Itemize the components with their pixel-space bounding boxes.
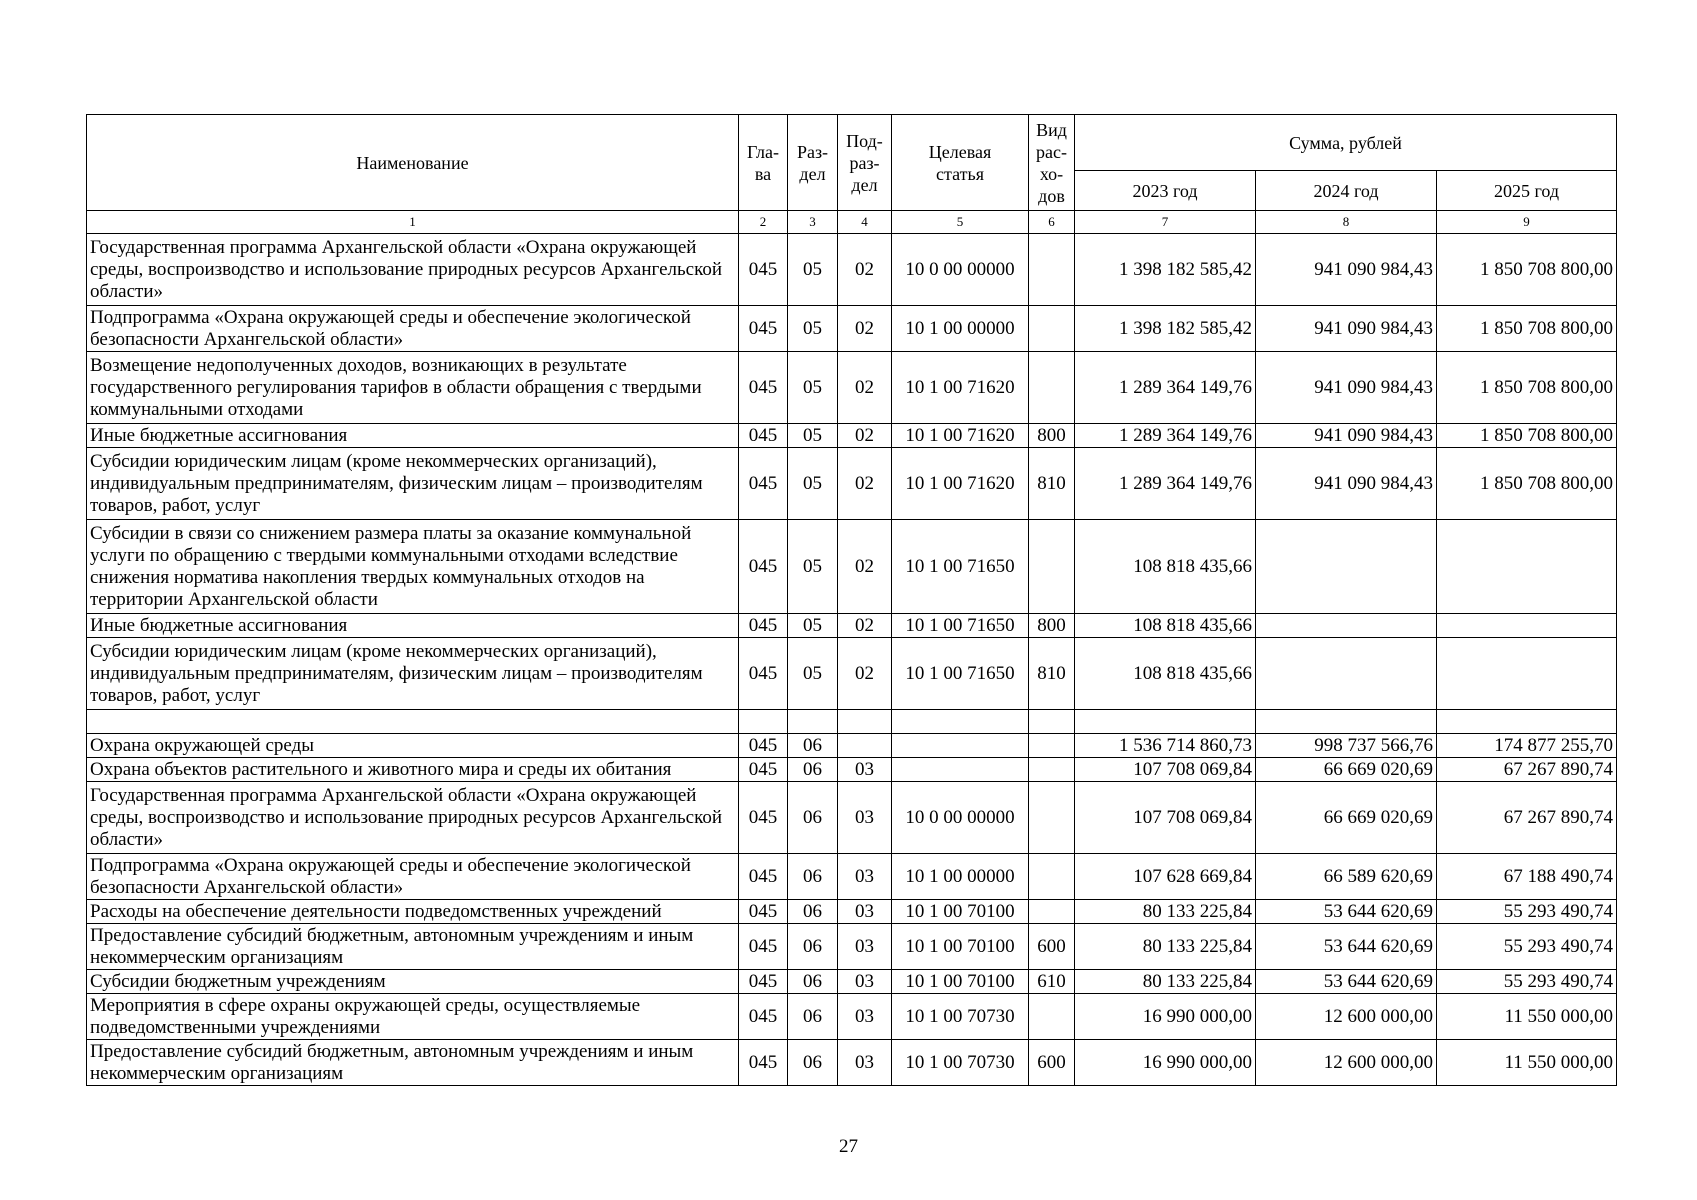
row-podrazdel: 02 (838, 352, 892, 424)
column-number: 8 (1256, 211, 1437, 234)
row-amount-2024: 53 644 620,69 (1256, 900, 1437, 924)
row-celevaya (892, 734, 1029, 758)
row-amount-2024: 53 644 620,69 (1256, 970, 1437, 994)
column-number-row (87, 211, 1617, 234)
header-vid (1029, 115, 1075, 211)
row-amount-2024 (1256, 638, 1437, 710)
row-podrazdel: 03 (838, 900, 892, 924)
row-vid (1029, 854, 1075, 900)
row-amount-2023: 108 818 435,66 (1075, 614, 1256, 638)
row-name: Субсидии юридическим лицам (кроме некоммерческих организаций), индивидуальным предпринимателям, физическим лицам – производителям товаров, работ, услуг (87, 448, 739, 520)
row-podrazdel: 03 (838, 758, 892, 782)
row-vid: 800 (1029, 424, 1075, 448)
row-amount-2024: 941 090 984,43 (1256, 352, 1437, 424)
row-glava: 045 (739, 306, 788, 352)
row-name: Охрана объектов растительного и животного мира и среды их обитания (87, 758, 739, 782)
table-row (87, 854, 1617, 900)
row-amount-2025: 11 550 000,00 (1437, 1040, 1617, 1086)
row-glava: 045 (739, 1040, 788, 1086)
row-celevaya: 10 1 00 71620 (892, 352, 1029, 424)
table-row (87, 970, 1617, 994)
row-vid (1029, 306, 1075, 352)
row-podrazdel: 02 (838, 520, 892, 614)
row-name: Охрана окружающей среды (87, 734, 739, 758)
row-amount-2025: 67 267 890,74 (1437, 782, 1617, 854)
row-amount-2023: 1 398 182 585,42 (1075, 306, 1256, 352)
row-amount-2023 (1075, 710, 1256, 734)
row-podrazdel: 03 (838, 924, 892, 970)
row-amount-2024: 941 090 984,43 (1256, 234, 1437, 306)
row-amount-2025: 1 850 708 800,00 (1437, 234, 1617, 306)
row-amount-2023: 1 536 714 860,73 (1075, 734, 1256, 758)
row-amount-2025: 55 293 490,74 (1437, 924, 1617, 970)
row-razdel: 06 (788, 924, 838, 970)
row-podrazdel: 02 (838, 234, 892, 306)
column-number: 4 (838, 211, 892, 234)
row-glava: 045 (739, 782, 788, 854)
row-amount-2024 (1256, 710, 1437, 734)
table-body (87, 234, 1617, 1086)
row-amount-2025 (1437, 638, 1617, 710)
row-celevaya: 10 1 00 71650 (892, 638, 1029, 710)
row-razdel: 05 (788, 306, 838, 352)
row-amount-2023: 107 628 669,84 (1075, 854, 1256, 900)
row-razdel: 05 (788, 638, 838, 710)
row-amount-2025: 67 267 890,74 (1437, 758, 1617, 782)
table-row (87, 924, 1617, 970)
row-name: Предоставление субсидий бюджетным, автономным учреждениям и иным некоммерческим организациям (87, 924, 739, 970)
row-amount-2024: 12 600 000,00 (1256, 994, 1437, 1040)
page-number: 27 (839, 1136, 858, 1157)
header-glava (739, 115, 788, 211)
table-row (87, 638, 1617, 710)
row-glava: 045 (739, 854, 788, 900)
row-vid: 600 (1029, 1040, 1075, 1086)
table-row (87, 1040, 1617, 1086)
row-glava: 045 (739, 614, 788, 638)
row-celevaya: 10 1 00 00000 (892, 854, 1029, 900)
row-amount-2024: 12 600 000,00 (1256, 1040, 1437, 1086)
row-amount-2024: 66 669 020,69 (1256, 758, 1437, 782)
row-podrazdel: 02 (838, 614, 892, 638)
row-name: Государственная программа Архангельской области «Охрана окружающей среды, воспроизводство и использование природных ресурсов Архангельской области» (87, 234, 739, 306)
row-amount-2023: 1 289 364 149,76 (1075, 448, 1256, 520)
column-number: 6 (1029, 211, 1075, 234)
header-year-2023: 2023 год (1075, 171, 1256, 211)
row-celevaya: 10 1 00 70100 (892, 900, 1029, 924)
row-vid (1029, 758, 1075, 782)
header-podrazdel-text: Под- раз- дел (846, 130, 883, 195)
row-amount-2023: 80 133 225,84 (1075, 924, 1256, 970)
row-vid (1029, 710, 1075, 734)
row-podrazdel: 03 (838, 854, 892, 900)
row-name: Расходы на обеспечение деятельности подведомственных учреждений (87, 900, 739, 924)
row-glava: 045 (739, 520, 788, 614)
row-amount-2023: 16 990 000,00 (1075, 994, 1256, 1040)
row-celevaya: 10 0 00 00000 (892, 234, 1029, 306)
row-amount-2024: 66 669 020,69 (1256, 782, 1437, 854)
row-celevaya: 10 0 00 00000 (892, 782, 1029, 854)
header-summa: Сумма, рублей (1075, 115, 1617, 171)
row-podrazdel: 03 (838, 970, 892, 994)
table-row (87, 734, 1617, 758)
row-razdel: 06 (788, 854, 838, 900)
row-razdel: 05 (788, 352, 838, 424)
row-name: Подпрограмма «Охрана окружающей среды и обеспечение экологической безопасности Архангельской области» (87, 306, 739, 352)
row-glava: 045 (739, 424, 788, 448)
row-vid (1029, 782, 1075, 854)
table-row (87, 614, 1617, 638)
row-amount-2025 (1437, 710, 1617, 734)
row-amount-2025: 174 877 255,70 (1437, 734, 1617, 758)
table-row (87, 782, 1617, 854)
row-celevaya: 10 1 00 70730 (892, 994, 1029, 1040)
row-name: Иные бюджетные ассигнования (87, 424, 739, 448)
row-podrazdel (838, 710, 892, 734)
column-number: 1 (87, 211, 739, 234)
column-number: 7 (1075, 211, 1256, 234)
header-podrazdel (838, 115, 892, 211)
row-amount-2024: 941 090 984,43 (1256, 424, 1437, 448)
row-razdel: 06 (788, 900, 838, 924)
row-name: Субсидии юридическим лицам (кроме некоммерческих организаций), индивидуальным предпринимателям, физическим лицам – производителям товаров, работ, услуг (87, 638, 739, 710)
column-number: 3 (788, 211, 838, 234)
row-glava: 045 (739, 352, 788, 424)
row-razdel: 06 (788, 758, 838, 782)
row-razdel: 06 (788, 1040, 838, 1086)
table-row (87, 234, 1617, 306)
row-razdel: 06 (788, 970, 838, 994)
row-amount-2023: 107 708 069,84 (1075, 782, 1256, 854)
row-amount-2025: 67 188 490,74 (1437, 854, 1617, 900)
row-razdel (788, 710, 838, 734)
row-razdel: 05 (788, 520, 838, 614)
row-glava: 045 (739, 734, 788, 758)
row-celevaya: 10 1 00 70100 (892, 924, 1029, 970)
budget-table (86, 114, 1617, 1086)
row-vid (1029, 734, 1075, 758)
table-row (87, 306, 1617, 352)
row-amount-2023: 80 133 225,84 (1075, 970, 1256, 994)
row-podrazdel: 03 (838, 1040, 892, 1086)
row-amount-2025 (1437, 520, 1617, 614)
row-vid (1029, 994, 1075, 1040)
row-amount-2023: 108 818 435,66 (1075, 520, 1256, 614)
row-amount-2023: 107 708 069,84 (1075, 758, 1256, 782)
column-number: 5 (892, 211, 1029, 234)
row-podrazdel: 02 (838, 424, 892, 448)
row-glava: 045 (739, 900, 788, 924)
table-row (87, 758, 1617, 782)
row-name (87, 710, 739, 734)
row-glava: 045 (739, 448, 788, 520)
row-celevaya: 10 1 00 71620 (892, 448, 1029, 520)
row-vid (1029, 520, 1075, 614)
column-number: 2 (739, 211, 788, 234)
row-celevaya: 10 1 00 70730 (892, 1040, 1029, 1086)
row-razdel: 06 (788, 782, 838, 854)
row-glava: 045 (739, 638, 788, 710)
row-vid: 610 (1029, 970, 1075, 994)
row-podrazdel: 02 (838, 306, 892, 352)
header-vid-text: Вид рас- хо- дов (1036, 119, 1067, 206)
row-name: Государственная программа Архангельской области «Охрана окружающей среды, воспроизводство и использование природных ресурсов Архангельской области» (87, 782, 739, 854)
table-row (87, 352, 1617, 424)
row-amount-2025: 1 850 708 800,00 (1437, 448, 1617, 520)
row-amount-2023: 1 289 364 149,76 (1075, 352, 1256, 424)
row-amount-2023: 16 990 000,00 (1075, 1040, 1256, 1086)
header-glava-text: Гла- ва (746, 141, 780, 184)
row-name: Подпрограмма «Охрана окружающей среды и обеспечение экологической безопасности Архангельской области» (87, 854, 739, 900)
row-amount-2025: 55 293 490,74 (1437, 970, 1617, 994)
header-celevaya (892, 115, 1029, 211)
row-name: Субсидии в связи со снижением размера платы за оказание коммунальной услуги по обращению с твердыми коммунальными отходами вследствие снижения норматива накопления твердых коммунальных отходов на территории Архангельской области (87, 520, 739, 614)
header-year-2025: 2025 год (1437, 171, 1617, 211)
row-name: Предоставление субсидий бюджетным, автономным учреждениям и иным некоммерческим организациям (87, 1040, 739, 1086)
row-glava (739, 710, 788, 734)
row-razdel: 06 (788, 734, 838, 758)
row-amount-2025: 1 850 708 800,00 (1437, 306, 1617, 352)
header-name: Наименование (87, 115, 739, 211)
header-razdel-text: Раз- дел (796, 141, 829, 184)
row-name: Субсидии бюджетным учреждениям (87, 970, 739, 994)
row-glava: 045 (739, 970, 788, 994)
row-razdel: 06 (788, 994, 838, 1040)
row-celevaya: 10 1 00 71650 (892, 520, 1029, 614)
row-celevaya (892, 710, 1029, 734)
row-celevaya: 10 1 00 00000 (892, 306, 1029, 352)
row-amount-2023: 1 289 364 149,76 (1075, 424, 1256, 448)
header-razdel (788, 115, 838, 211)
row-vid: 600 (1029, 924, 1075, 970)
row-vid (1029, 352, 1075, 424)
table-row (87, 424, 1617, 448)
row-amount-2023: 108 818 435,66 (1075, 638, 1256, 710)
row-name: Мероприятия в сфере охраны окружающей среды, осуществляемые подведомственными учреждениями (87, 994, 739, 1040)
row-glava: 045 (739, 758, 788, 782)
row-amount-2024: 941 090 984,43 (1256, 306, 1437, 352)
row-razdel: 05 (788, 614, 838, 638)
table-row (87, 520, 1617, 614)
row-vid: 800 (1029, 614, 1075, 638)
table-row (87, 900, 1617, 924)
row-celevaya: 10 1 00 71650 (892, 614, 1029, 638)
row-amount-2025: 55 293 490,74 (1437, 900, 1617, 924)
row-amount-2025 (1437, 614, 1617, 638)
row-glava: 045 (739, 994, 788, 1040)
row-podrazdel: 02 (838, 638, 892, 710)
table-row (87, 448, 1617, 520)
header-year-2024: 2024 год (1256, 171, 1437, 211)
table-row (87, 710, 1617, 734)
row-celevaya (892, 758, 1029, 782)
row-amount-2023: 80 133 225,84 (1075, 900, 1256, 924)
row-glava: 045 (739, 924, 788, 970)
row-vid: 810 (1029, 638, 1075, 710)
row-amount-2024: 941 090 984,43 (1256, 448, 1437, 520)
row-celevaya: 10 1 00 70100 (892, 970, 1029, 994)
row-podrazdel (838, 734, 892, 758)
row-amount-2025: 11 550 000,00 (1437, 994, 1617, 1040)
row-amount-2025: 1 850 708 800,00 (1437, 352, 1617, 424)
row-vid (1029, 234, 1075, 306)
row-amount-2024: 53 644 620,69 (1256, 924, 1437, 970)
column-number: 9 (1437, 211, 1617, 234)
row-amount-2024: 998 737 566,76 (1256, 734, 1437, 758)
row-amount-2024 (1256, 614, 1437, 638)
row-razdel: 05 (788, 448, 838, 520)
row-vid: 810 (1029, 448, 1075, 520)
row-amount-2023: 1 398 182 585,42 (1075, 234, 1256, 306)
row-razdel: 05 (788, 234, 838, 306)
row-podrazdel: 02 (838, 448, 892, 520)
row-podrazdel: 03 (838, 782, 892, 854)
row-name: Возмещение недополученных доходов, возникающих в результате государственного регулирования тарифов в области обращения с твердыми коммунальными отходами (87, 352, 739, 424)
header-celevaya-text: Целевая статья (928, 141, 992, 184)
row-amount-2024 (1256, 520, 1437, 614)
row-amount-2024: 66 589 620,69 (1256, 854, 1437, 900)
row-name: Иные бюджетные ассигнования (87, 614, 739, 638)
row-celevaya: 10 1 00 71620 (892, 424, 1029, 448)
table-row (87, 994, 1617, 1040)
row-razdel: 05 (788, 424, 838, 448)
row-podrazdel: 03 (838, 994, 892, 1040)
row-glava: 045 (739, 234, 788, 306)
row-amount-2025: 1 850 708 800,00 (1437, 424, 1617, 448)
row-vid (1029, 900, 1075, 924)
